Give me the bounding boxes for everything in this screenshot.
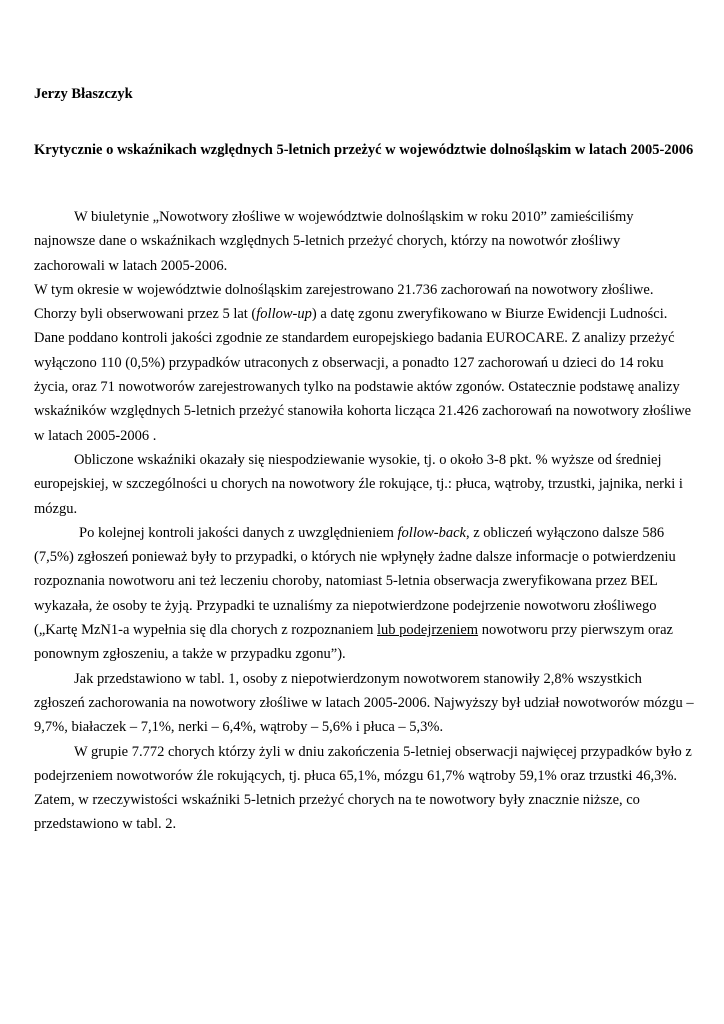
paragraph-2-text-a: W tym okresie w województwie dolnośląskim zarejestrowano 21.736 zachorowań na nowotwory złośliwe. Chorzy byli obserwowani przez 5 lat (	[34, 281, 654, 323]
paragraph-4-emphasis: follow-back	[397, 524, 466, 541]
document-title: Krytycznie o wskaźnikach względnych 5-letnich przeżyć w województwie dolnośląskim w latach 2005-2006	[34, 142, 694, 158]
paragraph-4-underlined: lub podejrzeniem	[377, 622, 479, 639]
document-body	[34, 205, 694, 837]
paragraph-2-emphasis: follow-up	[256, 306, 312, 323]
paragraph-2-text-b: ) a datę zgonu zweryfikowano w Biurze Ewidencji Ludności. Dane poddano kontroli jakości zgodnie ze standardem europejskiego badania EUROCARE. Z analizy przeżyć wyłączono 110 (0,5%) przypadków utraconych z obserwacji, a ponadto 127 zachorowań u dzieci do 14 roku życia, oraz 71 nowotworów zarejestrowanych tylko na podstawie aktów zgonów. Ostatecznie podstawę analizy wskaźników względnych 5-letnich przeżyć stanowiła kohorta licząca 21.426 zachorowań na nowotwory złośliwe w latach 2005-2006 .	[34, 306, 692, 444]
paragraph-3: Obliczone wskaźniki okazały się niespodziewanie wysokie, tj. o około 3-8 pkt. % wyższe od średniej europejskiej, w szczególności u chorych na nowotwory źle rokujące, tj.: płuca, wątroby, trzustki, jajnika, nerki i mózgu.	[34, 451, 683, 517]
paragraph-4-text-a: Po kolejnej kontroli jakości danych z uwzględnieniem	[79, 524, 398, 541]
paragraph-2	[34, 278, 694, 448]
paragraph-5: Jak przedstawiono w tabl. 1, osoby z niepotwierdzonym nowotworem stanowiły 2,8% wszystkich zgłoszeń zachorowania na nowotwory złośliwe w latach 2005-2006. Najwyższy był udział nowotworów mózgu – 9,7%, białaczek – 7,1%, nerki – 6,4%, wątroby – 5,6% i płuca – 5,3%.	[34, 670, 694, 736]
paragraph-4-text-c: nowotworu przy pierwszym oraz ponownym zgłoszeniu, a także w przypadku zgonu”).	[34, 622, 673, 663]
paragraph-4-text-b: , z obliczeń wyłączono dalsze 586 (7,5%) zgłoszeń ponieważ były to przypadki, o których nie wpłynęły żadne dalsze informacje o potwierdzeniu rozpoznania nowotworu ani też leczeniu choroby, natomiast 5-letnia obserwacja zweryfikowana przez BEL wykazała, że osoby te żyją. Przypadki te uznaliśmy za niepotwierdzone podejrzenie nowotworu złośliwego („Kartę MzN1-a wypełnia się dla chorych z rozpoznaniem	[34, 524, 676, 639]
paragraph-4	[34, 521, 694, 667]
author-name: Jerzy Błaszczyk	[34, 86, 133, 102]
paragraph-6: W grupie 7.772 chorych którzy żyli w dniu zakończenia 5-letniej obserwacji najwięcej przypadków było z podejrzeniem nowotworów źle rokujących, tj. płuca 65,1%, mózgu 61,7% wątroby 59,1% oraz trzustki 46,3%. Zatem, w rzeczywistości wskaźniki 5-letnich przeżyć chorych na te nowotwory były znacznie niższe, co przedstawiono w tabl. 2.	[34, 743, 692, 833]
paragraph-1: W biuletynie „Nowotwory złośliwe w województwie dolnośląskim w roku 2010” zamieściliśmy najnowsze dane o wskaźnikach względnych 5-letnich przeżyć chorych, którzy na nowotwór złośliwy zachorowali w latach 2005-2006.	[34, 209, 634, 274]
